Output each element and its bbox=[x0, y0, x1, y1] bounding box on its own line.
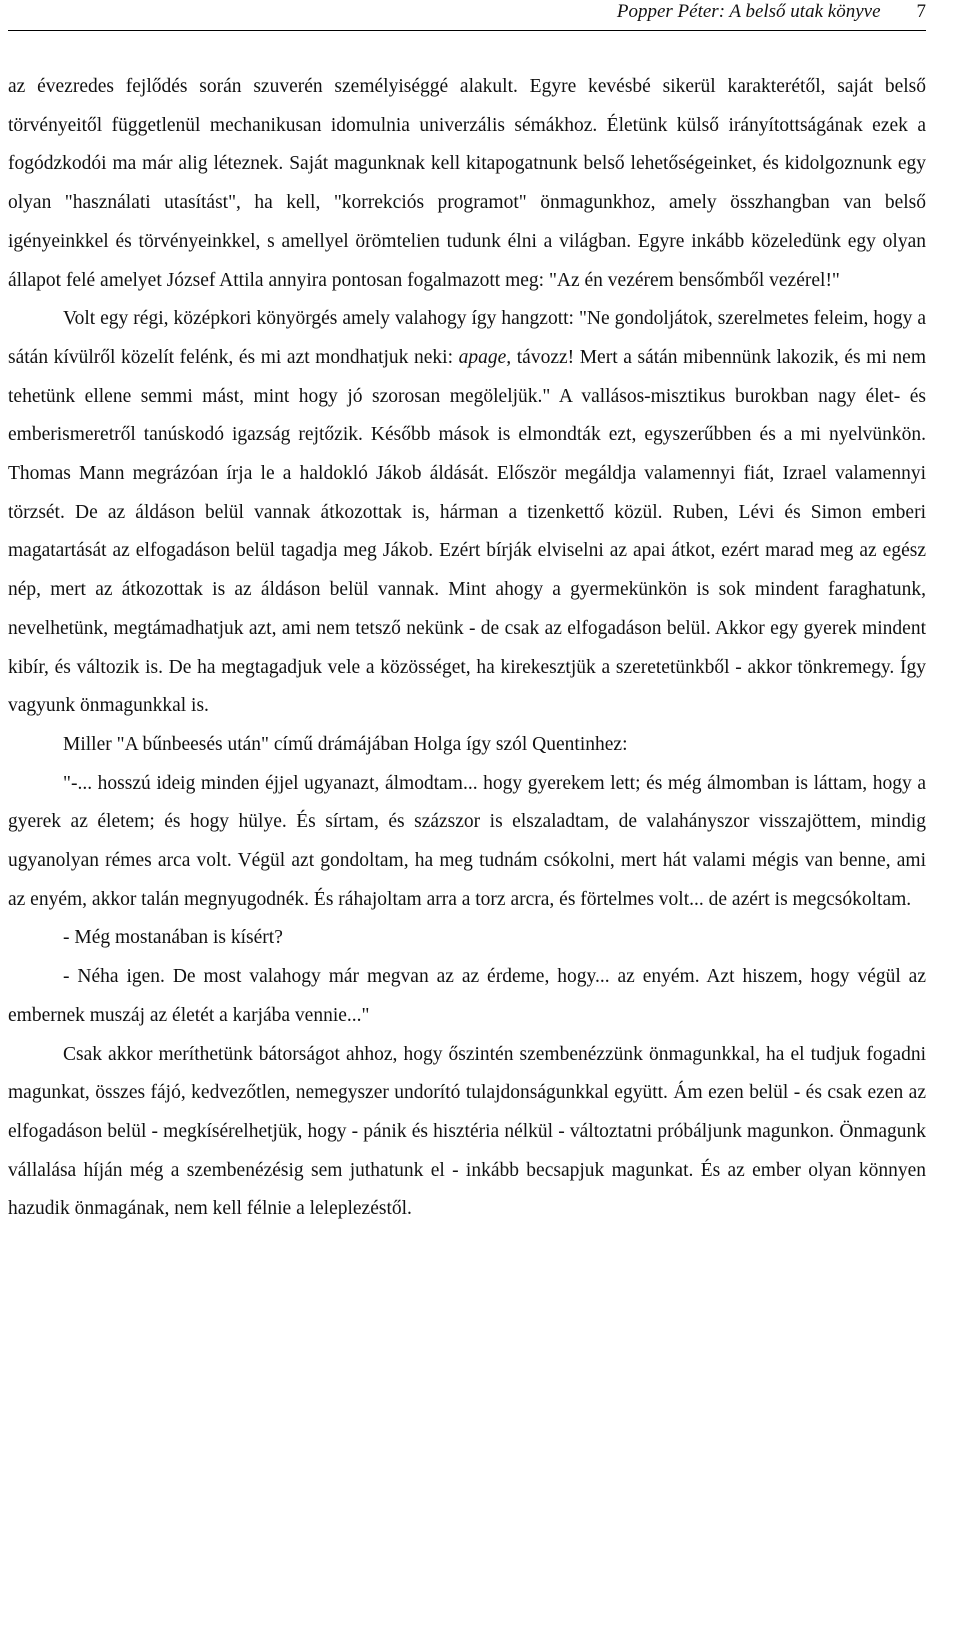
document-page bbox=[8, 0, 926, 1626]
paragraph: "-... hosszú ideig minden éjjel ugyanazt, álmodtam... hogy gyerekem lett; és még álmomban is láttam, hogy a gyerek az életem; és hogy hülye. És sírtam, és százszor is elszaladtam, de valahányszor visszajöttem, mindig ugyanolyan rémes arca volt. Végül azt gondoltam, ha meg tudnám csókolni, mert hát valami mégis van benne, ami az enyém, akkor talán megnyugodnék. És ráhajoltam arra a torz arcra, és förtelmes volt... de azért is megcsókoltam. bbox=[8, 772, 926, 910]
italic-word: apage, bbox=[458, 346, 512, 368]
body-text bbox=[8, 68, 926, 1229]
paragraph: - Még mostanában is kísért? bbox=[63, 927, 283, 949]
running-header bbox=[8, 0, 926, 31]
paragraph: Csak akkor meríthetünk bátorságot ahhoz, hogy őszintén szembenézzünk önmagunkkal, ha el tudjuk fogadni magunkat, összes fájó, kedvezőtlen, nemegyszer undorító tulajdonságunkkal együtt. Ám ezen belül - és csak ezen az elfogadáson belül - megkísérelhetjük, hogy - pánik és hisztéria nélkül - változtatni próbáljunk magunkon. Önmagunk vállalása híján még a szembenézésig sem juthatunk el - inkább becsapjuk magunkat. És az ember olyan könnyen hazudik önmagának, nem kell félnie a leleplezéstől. bbox=[8, 1043, 926, 1220]
page-number: 7 bbox=[916, 1, 926, 22]
paragraph: Miller "A bűnbeesés után" című drámájában Holga így szól Quentinhez: bbox=[63, 733, 628, 755]
paragraph-text: távozz! Mert a sátán mibennünk lakozik, és mi nem tehetünk ellene semmi mást, mint hogy jó szorosan megöleljük." A vallásos-misztikus burokban nagy élet- és emberismeretről tanúskodó igazság rejtőzik. Később mások is elmondták ezt, egyszerűbben és a mi nyelvünkön. Thomas Mann megrázóan írja le a haldokló Jákob áldását. Először megáldja valamennyi fiát, Izrael valamennyi törzsét. De az áldáson belül vannak átkozottak is, hárman a tizenkettő közül. Ruben, Lévi és Simon emberi magatartását az elfogadáson belül tagadja meg Jákob. Ezért bírják elviselni az apai átkot, ezért marad meg az egész nép, mert az átkozottak is az áldáson belül vannak. Mint ahogy a gyermekünkön is sok mindent faraghatunk, nevelhetünk, megtámadhatjuk azt, ami nem tetsző nekünk - de csak az elfogadáson belül. Akkor egy gyerek mindent kibír, és változik is. De ha megtagadjuk vele a közösséget, ha kirekesztjük a szeretetünkből - akkor tönkremegy. Így vagyunk önmagunkkal is. bbox=[8, 346, 926, 717]
paragraph bbox=[8, 300, 926, 726]
book-title: Popper Péter: A belső utak könyve bbox=[616, 1, 881, 22]
paragraph-text: Volt egy régi, középkori könyörgés amely valahogy így hangzott: "Ne gondoljátok, szerelmetes feleim, hogy a sátán kívülről közelít felénk, és mi azt mondhatjuk neki: bbox=[8, 308, 926, 368]
paragraph: az évezredes fejlődés során szuverén személyiséggé alakult. Egyre kevésbé sikerül karakterétől, saját belső törvényeitől függetlenül mechanikusan idomulnia univerzális sémákhoz. Életünk külső irányítottságának ezek a fogódzkodói ma már alig léteznek. Saját magunknak kell kitapogatnunk belső lehetőségeinket, és kidolgoznunk egy olyan "használati utasítást", ha kell, "korrekciós programot" önmagunkhoz, amely összhangban van belső igényeinkkel és törvényeinkkel, s amellyel örömtelien tudunk élni a világban. Egyre inkább közeledünk egy olyan állapot felé amelyet József Attila annyira pontosan fogalmazott meg: "Az én vezérem bensőmből vezérel!" bbox=[8, 76, 926, 291]
paragraph: - Néha igen. De most valahogy már megvan az az érdeme, hogy... az enyém. Azt hiszem, hogy végül az embernek muszáj az életét a karjába vennie..." bbox=[8, 966, 926, 1026]
